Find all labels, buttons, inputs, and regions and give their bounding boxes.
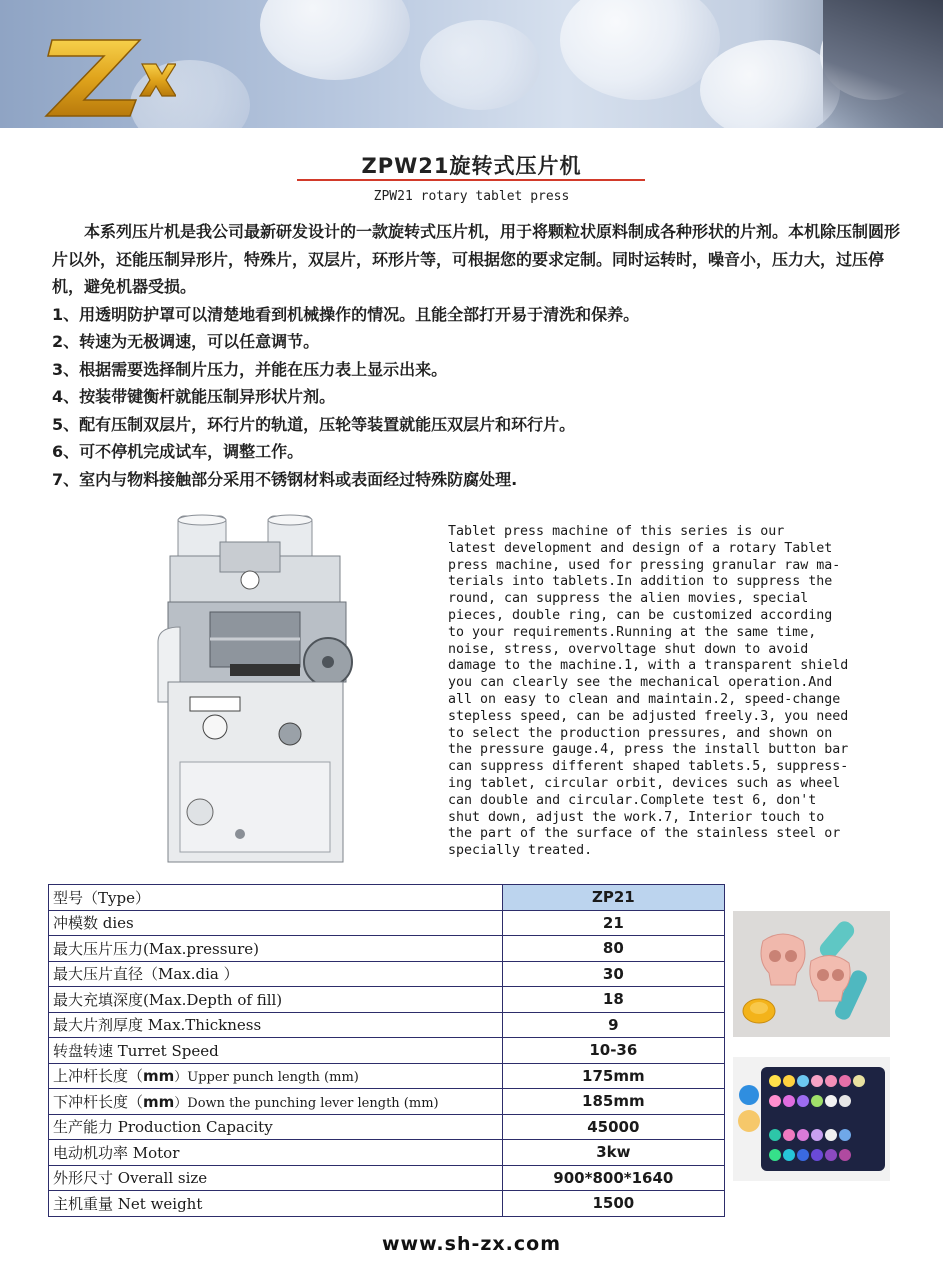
label-en: ）Down the punching lever length (mm) (174, 1095, 439, 1111)
table-cell-value: 1500 (502, 1191, 724, 1217)
table-cell-label: 主机重量 Net weight (49, 1191, 503, 1217)
table-cell-value: 18 (502, 987, 724, 1013)
table-row (49, 1165, 725, 1191)
intro-section (52, 218, 902, 493)
english-description: Tablet press machine of this series is our latest development and design of a rotary Tablet press machine, used for pressing granular raw ma- terials into tablets.In addition to suppress the round, can suppress the alien movies, special pieces, double ring, can be customized according to your requirements.Running at the same time, noise, stress, overvoltage shut down to avoid damage to the machine.1, with a transparent shield you can clearly see the mechanical operation.And all on easy to clean and maintain.2, speed-change stepless speed, can be adjusted freely.3, you need to select the production pressures, and shown on the pressure gauge.4, press the install button bar can suppress different shaped tablets.5, suppress- ing tablet, circular orbit, devices such as wheel can double and circular.Complete test 6, don't shut down, adjust the work.7, Interior touch to the part of the surface of the stainless steel or specially treated. (448, 524, 849, 859)
table-cell-label: 最大片剂厚度 Max.Thickness (49, 1012, 503, 1038)
spec-table (48, 884, 725, 1217)
table-cell-label: 型号（Type） (49, 885, 503, 911)
table-cell-value: 175mm (502, 1063, 724, 1089)
table-cell-label (49, 1089, 503, 1115)
table-cell-value: 21 (502, 910, 724, 936)
table-row (49, 1038, 725, 1064)
zx-logo (44, 34, 176, 120)
skull-tablets-photo (733, 911, 890, 1037)
table-row (49, 1191, 725, 1217)
tablet-decoration (560, 0, 720, 100)
table-cell-value: 80 (502, 936, 724, 962)
table-cell-label: 最大压片压力(Max.pressure) (49, 936, 503, 962)
table-row (49, 1114, 725, 1140)
table-cell-value: 185mm (502, 1089, 724, 1115)
table-cell-value: 30 (502, 961, 724, 987)
page-title: ZPW21旋转式压片机 (361, 154, 582, 178)
table-cell-label: 电动机功率 Motor (49, 1140, 503, 1166)
table-row (49, 1089, 725, 1115)
tablet-decoration (700, 40, 840, 128)
intro-paragraph: 本系列压片机是我公司最新研发设计的一款旋转式压片机，用于将颗粒状原料制成各种形状的片剂。本机除压制圆形片以外，还能压制异形片，特殊片，双层片，环形片等，可根据您的要求定制。同时运转时，噪音小，压力大，过压停机，避免机器受损。 (52, 222, 901, 296)
tablet-press-machine-image (150, 512, 365, 864)
table-cell-label (49, 1063, 503, 1089)
feature-item: 5、配有压制双层片，环行片的轨道，压轮等装置就能压双层片和环行片。 (52, 414, 576, 434)
label-unit: mm (143, 1092, 175, 1111)
table-row (49, 1012, 725, 1038)
feature-item: 3、根据需要选择制片压力，并能在压力表上显示出来。 (52, 359, 448, 379)
label-en: ）Upper punch length (mm) (174, 1070, 359, 1086)
table-cell-value: 3kw (502, 1140, 724, 1166)
table-cell-label: 最大压片直径（Max.dia ） (49, 961, 503, 987)
table-cell-label: 转盘转速 Turret Speed (49, 1038, 503, 1064)
feature-item: 7、室内与物料接触部分采用不锈钢材料或表面经过特殊防腐处理. (52, 469, 518, 489)
page-subtitle: ZPW21 rotary tablet press (373, 189, 570, 204)
table-cell-label: 最大充填深度(Max.Depth of fill) (49, 987, 503, 1013)
website-url: www.sh-zx.com (381, 1233, 562, 1255)
table-row (49, 910, 725, 936)
table-row (49, 987, 725, 1013)
tablet-decoration (260, 0, 410, 80)
title-underline (297, 179, 645, 181)
label-cn: 下冲杆长度（ (53, 1092, 144, 1111)
feature-item: 4、按装带键衡杆就能压制异形状片剂。 (52, 387, 336, 406)
table-row (49, 936, 725, 962)
banner-corner-shade (823, 0, 943, 128)
header-banner (0, 0, 943, 128)
table-cell-value: 10-36 (502, 1038, 724, 1064)
table-cell-value: 45000 (502, 1114, 724, 1140)
label-unit: mm (143, 1067, 175, 1086)
label-cn: 上冲杆长度（ (53, 1067, 144, 1086)
table-cell-label: 外形尺寸 Overall size (49, 1165, 503, 1191)
table-header-row (49, 885, 725, 911)
table-cell-value: ZP21 (502, 885, 724, 911)
table-row (49, 1063, 725, 1089)
table-cell-value: 900*800*1640 (502, 1165, 724, 1191)
feature-item: 1、用透明防护罩可以清楚地看到机械操作的情况。且能全部打开易于清洗和保养。 (52, 304, 640, 324)
table-row (49, 1140, 725, 1166)
watercolor-tablets-photo (733, 1057, 890, 1181)
table-row (49, 961, 725, 987)
table-cell-value: 9 (502, 1012, 724, 1038)
feature-item: 6、可不停机完成试车，调整工作。 (52, 442, 304, 461)
feature-list (52, 301, 902, 494)
table-cell-label: 冲模数 dies (49, 910, 503, 936)
table-cell-label: 生产能力 Production Capacity (49, 1114, 503, 1140)
feature-item: 2、转速为无极调速，可以任意调节。 (52, 332, 320, 351)
tablet-decoration (420, 20, 540, 110)
